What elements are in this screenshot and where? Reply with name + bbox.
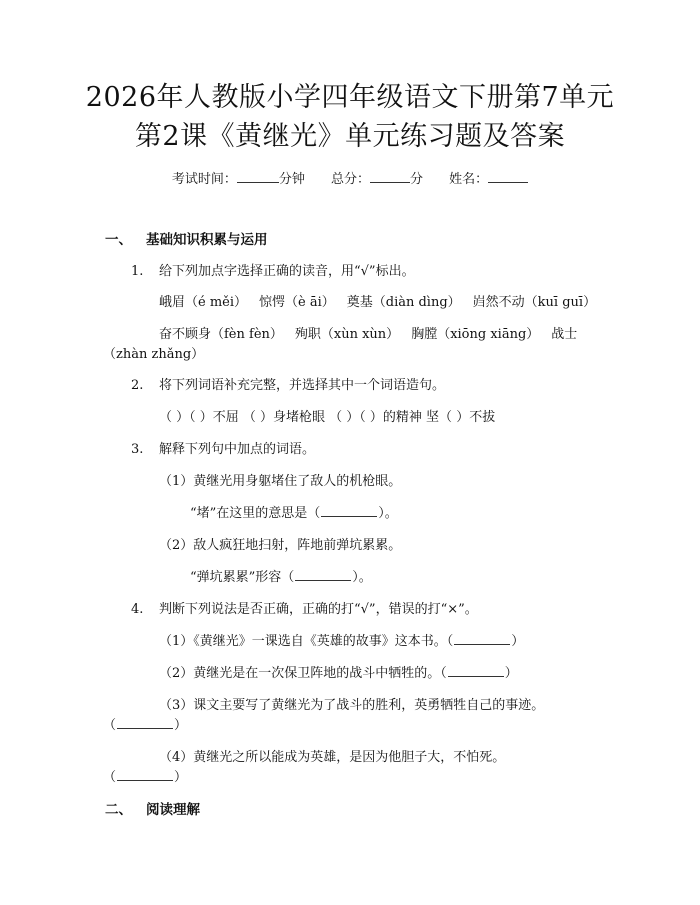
answer-blank[interactable]: [454, 632, 510, 645]
exam-name-blank: [488, 182, 528, 183]
question-4-item-4-blank: （ ）: [103, 770, 188, 785]
answer-blank[interactable]: [117, 716, 173, 729]
question-3-sentence-2: （2）敌人疯狂地扫射，阵地前弹坑累累。: [159, 538, 402, 553]
exam-name: 姓名：: [449, 172, 528, 187]
exam-time: 考试时间： 分钟: [171, 172, 305, 187]
question-1-row-2: 奋不顾身（fèn fèn） 殉职（xùn xùn） 胸膛（xiōng xiāng） 战士: [159, 327, 578, 342]
question-1-row-1: 峨眉（é měi） 惊愕（è āi） 奠基（diàn dìng） 岿然不动（kuī guī）: [159, 295, 597, 310]
question-3-sentence-1: （1）黄继光用身躯堵住了敌人的机枪眼。: [159, 474, 402, 489]
question-4: 4. 判断下列说法是否正确，正确的打“√”，错误的打“×”。: [131, 602, 478, 617]
question-4-item-1: （1）《黄继光》一课选自《英雄的故事》这本书。（ ）: [159, 634, 525, 649]
exam-time-blank: [237, 182, 279, 183]
section-2-heading: 二、 阅读理解: [105, 802, 200, 818]
question-4-item-2: （2）黄继光是在一次保卫阵地的战斗中牺牲的。（ ）: [159, 666, 518, 681]
question-1: 1. 给下列加点字选择正确的读音，用“√”标出。: [131, 264, 415, 279]
question-1-row-2-wrap: （zhàn zhǎng）: [103, 347, 205, 362]
question-3: 3. 解释下列句中加点的词语。: [131, 442, 316, 457]
answer-blank[interactable]: [295, 568, 351, 581]
question-3-answer-1: “堵”在这里的意思是（ ）。: [190, 506, 398, 521]
question-2: 2. 将下列词语补充完整，并选择其中一个词语造句。: [131, 378, 446, 393]
section-1-heading: 一、 基础知识积累与运用: [105, 232, 268, 248]
exam-score-blank: [370, 182, 410, 183]
question-4-item-4: （4）黄继光之所以能成为英雄，是因为他胆子大，不怕死。: [159, 750, 506, 765]
answer-blank[interactable]: [448, 664, 504, 677]
question-3-answer-2: “弹坑累累”形容（ ）。: [190, 570, 372, 585]
exam-meta: [0, 170, 700, 190]
answer-blank[interactable]: [117, 768, 173, 781]
question-2-words: （ ）（ ）不屈 （ ）身堵枪眼 （ ）（ ）的精神 坚（ ）不拔: [159, 410, 496, 425]
question-4-item-3-blank: （ ）: [103, 718, 188, 733]
exam-score: 总分： 分: [330, 172, 424, 187]
document-title-line2: 第2课《黄继光》单元练习题及答案: [134, 121, 566, 152]
document-title-line1: 2026年人教版小学四年级语文下册第7单元: [85, 82, 615, 113]
question-4-item-3: （3）课文主要写了黄继光为了战斗的胜利，英勇牺牲自己的事迹。: [159, 698, 545, 713]
answer-blank[interactable]: [321, 504, 377, 517]
